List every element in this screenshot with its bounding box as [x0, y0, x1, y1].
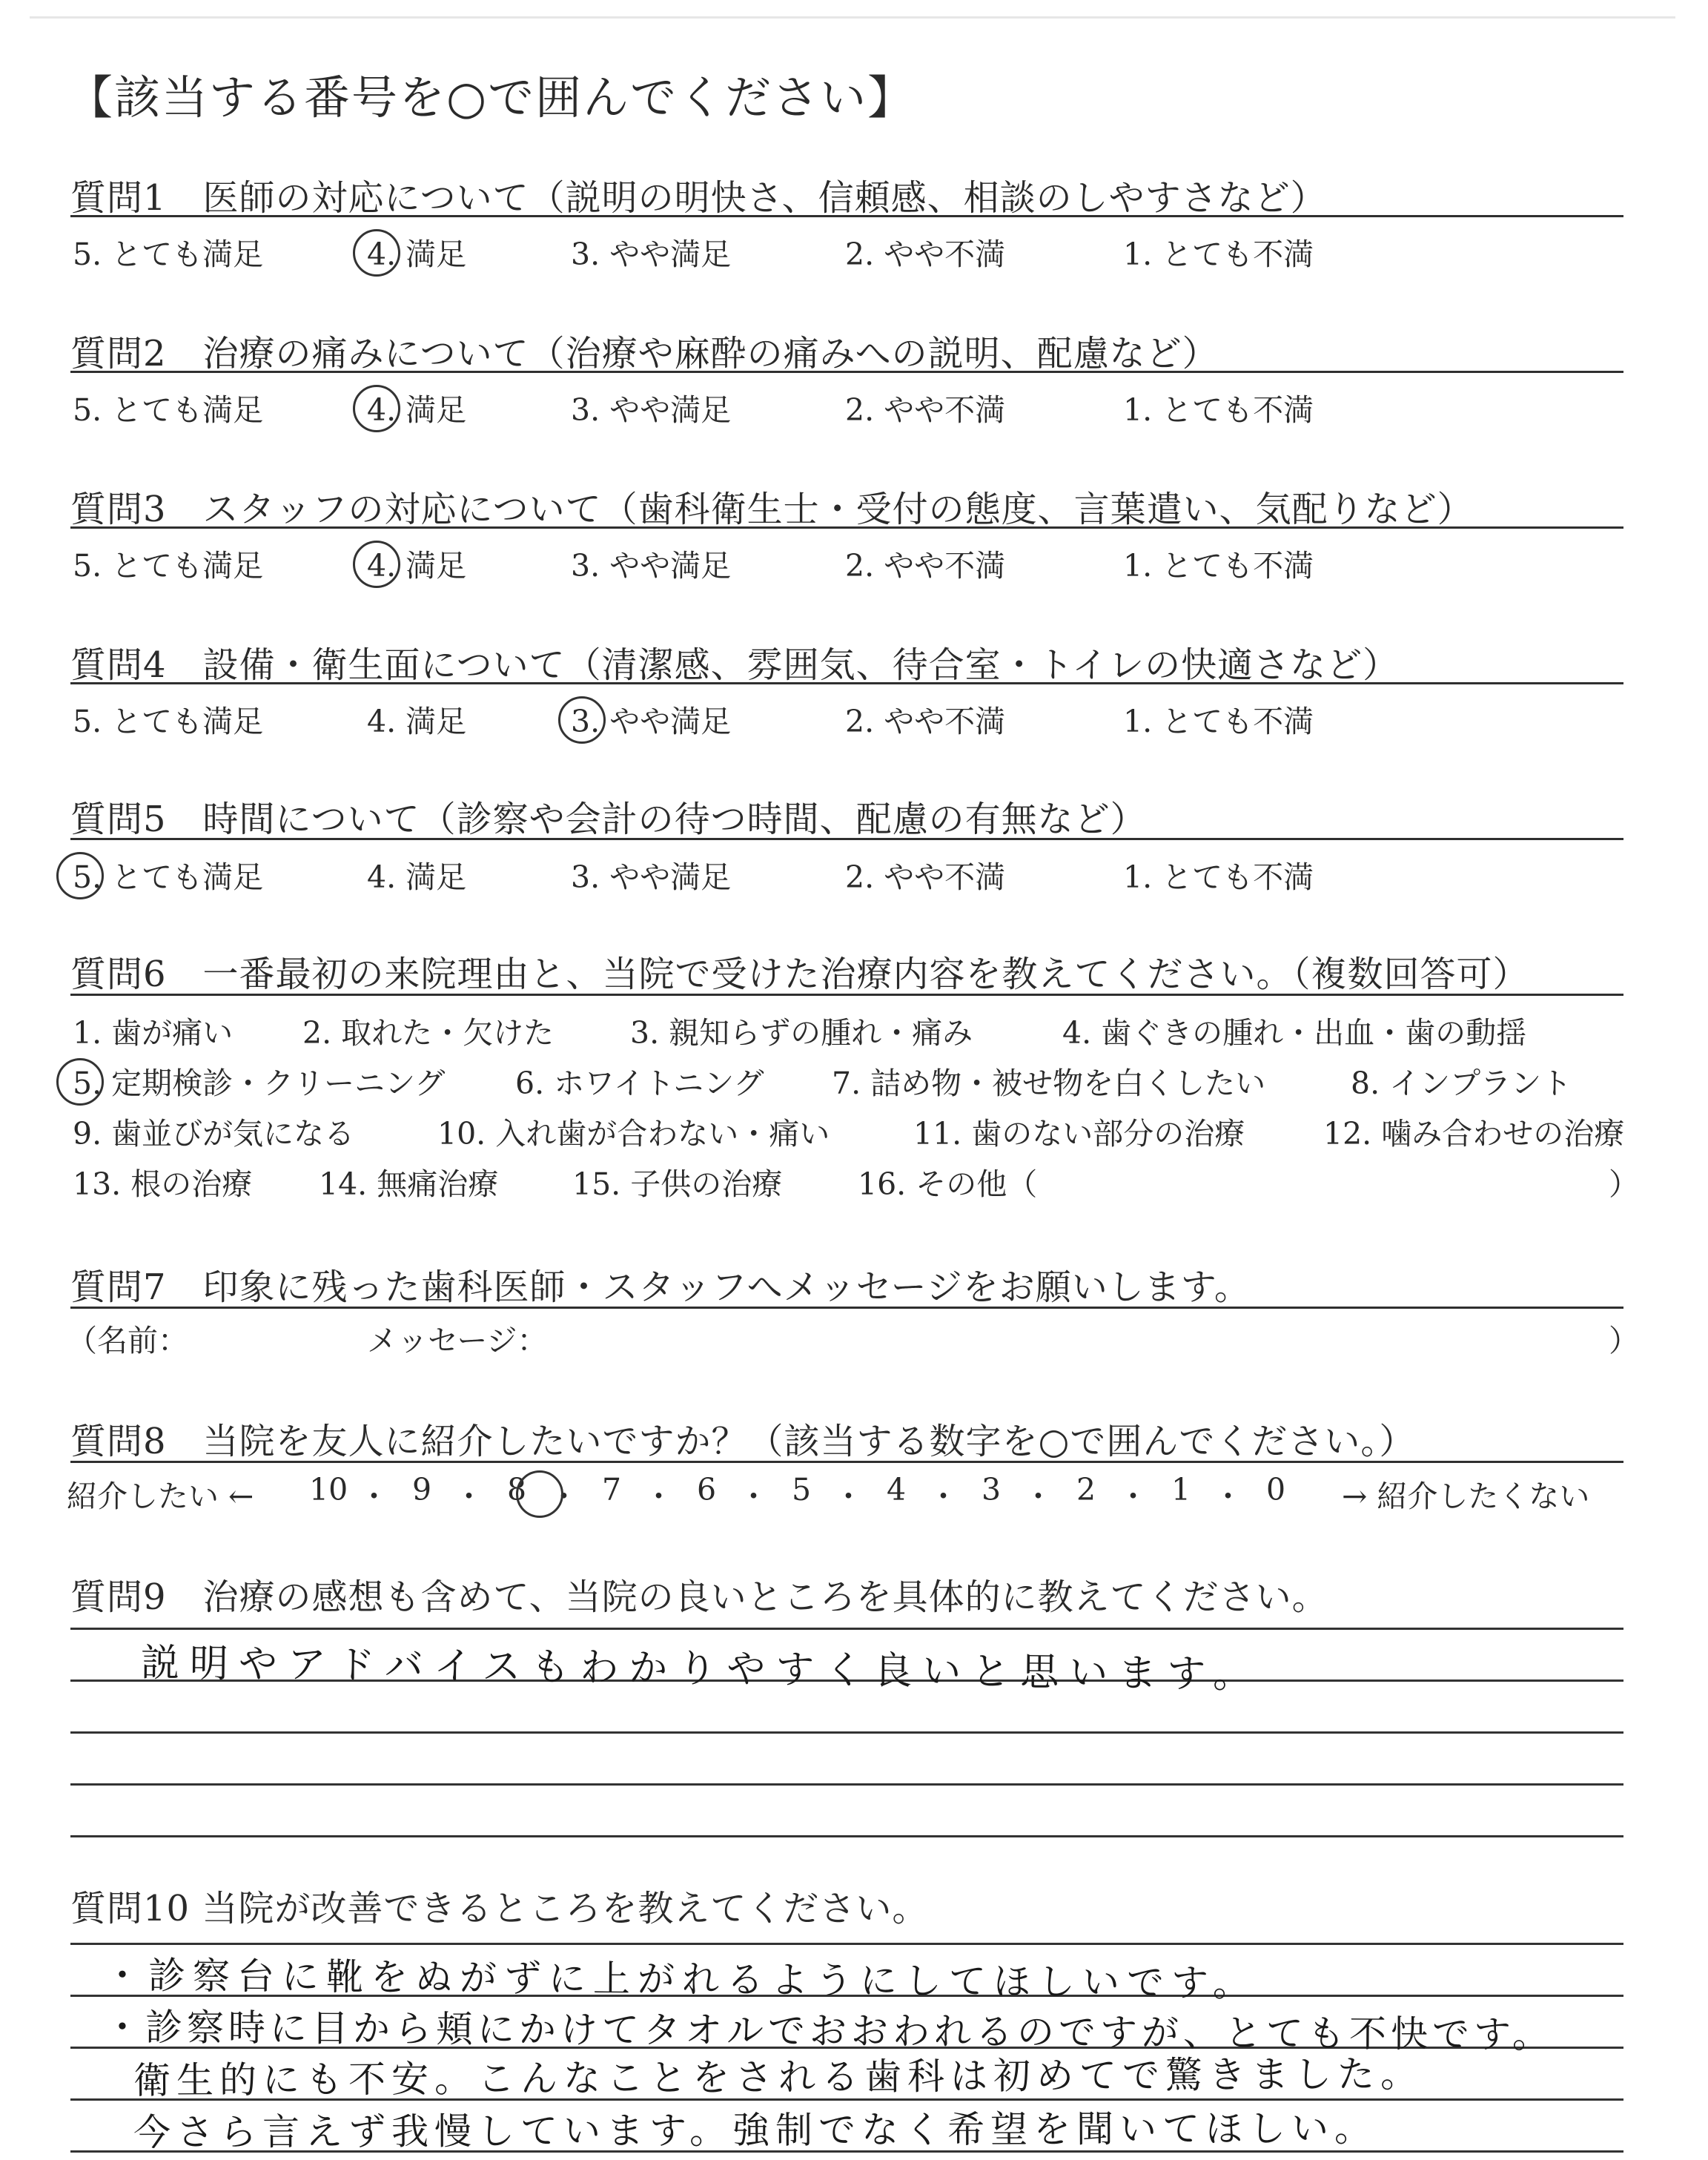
q9-line-4 [70, 1783, 1623, 1786]
q4-option-1[interactable]: 1. とても不満 [1123, 704, 1314, 739]
q8-scale-3[interactable]: 3 [982, 1472, 1002, 1507]
q6-option-3[interactable]: 3. 親知らずの腫れ・痛み [630, 1015, 973, 1051]
q6-option-6[interactable]: 6. ホワイトニング [515, 1066, 764, 1101]
q5-option-2[interactable]: 2. やや不満 [845, 859, 1006, 895]
q8-separator-dot: ・ [833, 1479, 864, 1514]
q4-option-5[interactable]: 5. とても満足 [73, 704, 264, 739]
q5-rule [70, 838, 1623, 840]
q8-selected-circle [516, 1470, 563, 1518]
q5-title: 質問5 時間について（診察や会計の待つ時間、配慮の有無など） [70, 799, 1147, 840]
q2-option-5[interactable]: 5. とても満足 [73, 392, 264, 428]
q6-option-14[interactable]: 14. 無痛治療 [319, 1166, 499, 1202]
q1-option-5[interactable]: 5. とても満足 [73, 237, 264, 272]
q6-option-4[interactable]: 4. 歯ぐきの腫れ・出血・歯の動揺 [1062, 1015, 1527, 1051]
q6-option-5[interactable]: 5. 定期検診・クリーニング [73, 1066, 446, 1101]
q3-option-4[interactable]: 4. 満足 [367, 548, 467, 584]
q10-title: 質問10 当院が改善できるところを教えてください。 [70, 1888, 929, 1929]
q3-option-2[interactable]: 2. やや不満 [845, 548, 1006, 584]
q1-option-1[interactable]: 1. とても不満 [1123, 237, 1314, 272]
q10-answer-3: 衛生的にも不安。こんなことをされる歯科は初めてで驚きました。 [133, 2052, 1424, 2102]
q2-option-4[interactable]: 4. 満足 [367, 392, 467, 428]
q4-selected-circle [558, 696, 606, 744]
q1-title: 質問1 医師の対応について（説明の明快さ、信頼感、相談のしやすさなど） [70, 177, 1327, 219]
q7-title: 質問7 印象に残った歯科医師・スタッフへメッセージをお願いします。 [70, 1266, 1251, 1308]
q8-separator-dot: ・ [454, 1479, 484, 1514]
q9-line-3 [70, 1731, 1623, 1734]
q6-option-12[interactable]: 12. 噛み合わせの治療 [1323, 1116, 1625, 1152]
q4-option-3[interactable]: 3. やや満足 [571, 704, 732, 739]
q2-option-2[interactable]: 2. やや不満 [845, 392, 1006, 428]
q8-separator-dot: ・ [549, 1479, 579, 1514]
q5-option-5[interactable]: 5. とても満足 [73, 859, 264, 895]
q6-rule [70, 994, 1623, 996]
q3-selected-circle [353, 541, 400, 588]
q8-title: 質問8 当院を友人に紹介したいですか？（該当する数字を○で囲んでください。） [70, 1421, 1416, 1462]
q8-right-label: → 紹介したくない [1342, 1479, 1590, 1514]
q10-answer-4: 今さら言えず我慢しています。強制でなく希望を聞いてほしい。 [133, 2107, 1378, 2154]
q1-option-2[interactable]: 2. やや不満 [845, 237, 1006, 272]
top-border [30, 16, 1675, 19]
q3-option-1[interactable]: 1. とても不満 [1123, 548, 1314, 584]
q8-scale-4[interactable]: 4 [887, 1472, 907, 1507]
q3-title: 質問3 スタッフの対応について（歯科衛生士・受付の態度、言葉遣い、気配りなど） [70, 489, 1474, 530]
q8-scale-5[interactable]: 5 [792, 1472, 812, 1507]
page-header: 【該当する番号を○で囲んでください】 [67, 70, 916, 125]
q8-separator-dot: ・ [359, 1479, 389, 1514]
q2-title: 質問2 治療の痛みについて（治療や麻酔の痛みへの説明、配慮など） [70, 333, 1219, 374]
q8-scale-10[interactable]: 10 [309, 1472, 348, 1507]
q9-line-1 [70, 1628, 1623, 1630]
q8-scale-6[interactable]: 6 [697, 1472, 717, 1507]
q10-answer-1: ・診察台に靴をぬがずに上がれるようにしてほしいです。 [103, 1954, 1258, 2005]
q5-option-3[interactable]: 3. やや満足 [571, 859, 732, 895]
q8-separator-dot: ・ [928, 1479, 959, 1514]
q8-scale-8[interactable]: 8 [507, 1472, 527, 1507]
q5-option-1[interactable]: 1. とても不満 [1123, 859, 1314, 895]
q2-option-3[interactable]: 3. やや満足 [571, 392, 732, 428]
q9-answer: 説明やアドバイスもわかりやすく良いと思います。 [140, 1641, 1262, 1697]
q2-selected-circle [353, 385, 400, 432]
q8-scale-9[interactable]: 9 [412, 1472, 432, 1507]
q1-selected-circle [353, 229, 400, 277]
q5-option-4[interactable]: 4. 満足 [367, 859, 467, 895]
q10-answer-2: ・診察時に目から頬にかけてタオルでおおわれるのですが、とても不快です。 [103, 2006, 1555, 2057]
q10-line-1 [70, 1943, 1623, 1945]
q6-option-1[interactable]: 1. 歯が痛い [73, 1015, 234, 1051]
q2-option-1[interactable]: 1. とても不満 [1123, 392, 1314, 428]
q7-name-label: （名前： [67, 1323, 188, 1358]
q8-separator-dot: ・ [1023, 1479, 1053, 1514]
q8-rule [70, 1461, 1623, 1463]
q6-other-close-paren: ） [1609, 1166, 1639, 1202]
q2-rule [70, 371, 1623, 373]
q8-separator-dot: ・ [738, 1479, 769, 1514]
q1-rule [70, 215, 1623, 217]
q6-title: 質問6 一番最初の来院理由と、当院で受けた治療内容を教えてください。（複数回答可） [70, 954, 1529, 995]
q4-title: 質問4 設備・衛生面について（清潔感、雰囲気、待合室・トイレの快適さなど） [70, 644, 1400, 686]
q3-option-5[interactable]: 5. とても満足 [73, 548, 264, 584]
q1-option-3[interactable]: 3. やや満足 [571, 237, 732, 272]
q6-option-15[interactable]: 15. 子供の治療 [572, 1166, 783, 1202]
q4-rule [70, 682, 1623, 684]
q9-title: 質問9 治療の感想も含めて、当院の良いところを具体的に教えてください。 [70, 1576, 1328, 1618]
q4-option-2[interactable]: 2. やや不満 [845, 704, 1006, 739]
q4-option-4[interactable]: 4. 満足 [367, 704, 467, 739]
q8-separator-dot: ・ [1213, 1479, 1243, 1514]
q6-option-7[interactable]: 7. 詰め物・被せ物を白くしたい [832, 1066, 1266, 1101]
q7-message-label: メッセージ： [367, 1323, 548, 1358]
q8-scale-1[interactable]: 1 [1171, 1472, 1191, 1507]
q8-separator-dot: ・ [643, 1479, 674, 1514]
q3-option-3[interactable]: 3. やや満足 [571, 548, 732, 584]
q6-option-8[interactable]: 8. インプラント [1351, 1066, 1572, 1101]
q1-option-4[interactable]: 4. 満足 [367, 237, 467, 272]
q8-separator-dot: ・ [1118, 1479, 1148, 1514]
q8-scale-2[interactable]: 2 [1076, 1472, 1096, 1507]
q8-scale-7[interactable]: 7 [602, 1472, 622, 1507]
q6-option-2[interactable]: 2. 取れた・欠けた [302, 1015, 555, 1051]
q6-option-11[interactable]: 11. 歯のない部分の治療 [913, 1116, 1245, 1152]
q6-option-10[interactable]: 10. 入れ歯が合わない・痛い [437, 1116, 830, 1152]
q6-option-9[interactable]: 9. 歯並びが気になる [73, 1116, 355, 1152]
q7-close-paren: ） [1609, 1323, 1639, 1358]
q7-rule [70, 1307, 1623, 1309]
q9-line-5 [70, 1835, 1623, 1837]
q5-selected-circle [56, 852, 104, 899]
q6-option-13[interactable]: 13. 根の治療 [73, 1166, 253, 1202]
q3-rule [70, 526, 1623, 529]
q8-left-label: 紹介したい ← [67, 1479, 254, 1514]
q6-option-16[interactable]: 16. その他（ [858, 1166, 1038, 1202]
q8-scale-0[interactable]: 0 [1266, 1472, 1286, 1507]
q6-selected-circle [56, 1058, 104, 1106]
